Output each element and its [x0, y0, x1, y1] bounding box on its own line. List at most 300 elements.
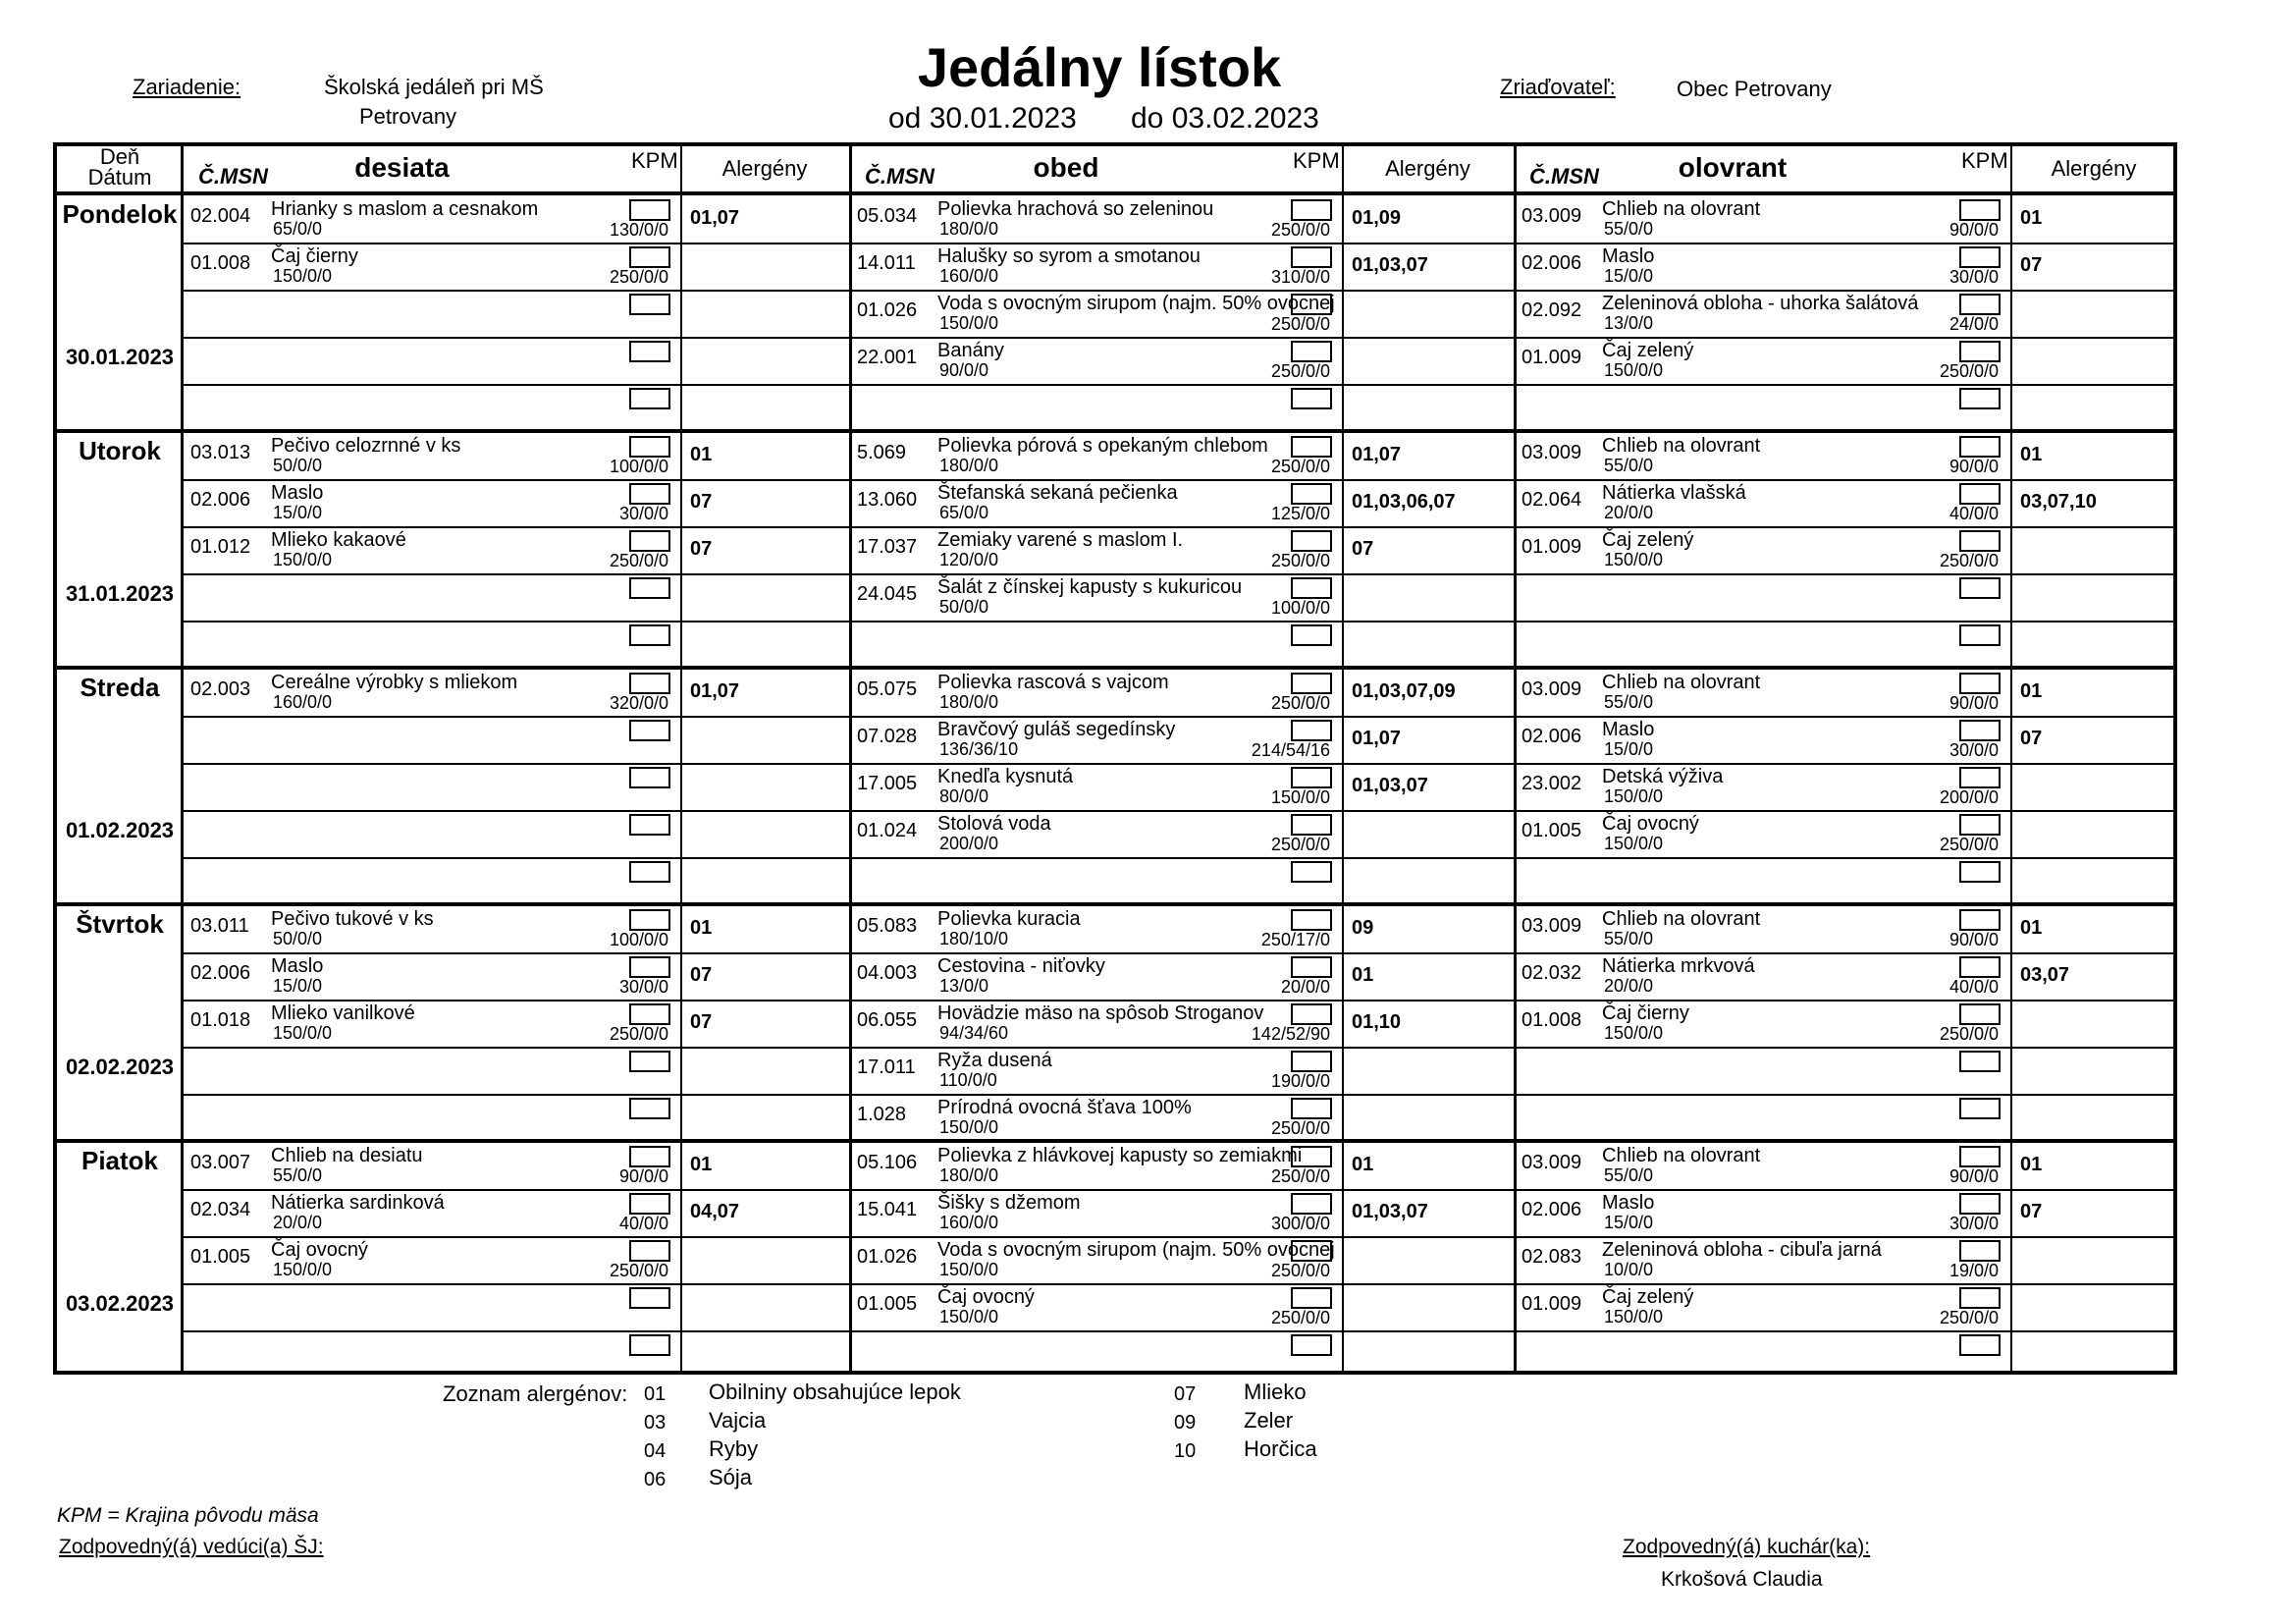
kpm-checkbox[interactable] — [1291, 530, 1332, 552]
kpm-checkbox[interactable] — [629, 1003, 670, 1025]
founder-label: Zriaďovateľ: — [1500, 75, 1616, 99]
kpm-checkbox[interactable] — [1291, 673, 1332, 694]
allergen-name: Horčica — [1244, 1436, 1317, 1461]
msn-header: Č.MSN — [865, 164, 934, 189]
item-allergens: 07 — [2020, 1201, 2043, 1222]
menu-item-row — [1514, 195, 2177, 243]
item-code: 02.032 — [1522, 962, 1582, 984]
item-portion-small: 80/0/0 — [939, 786, 989, 806]
menu-item-row — [183, 526, 849, 573]
kpm-checkbox[interactable] — [1291, 483, 1332, 505]
allergen-name: Sója — [709, 1465, 753, 1489]
kpm-checkbox[interactable] — [629, 1193, 670, 1215]
item-portion-small: 10/0/0 — [1604, 1260, 1654, 1279]
menu-item-row — [1514, 290, 2177, 337]
menu-item-row — [849, 1189, 1514, 1236]
menu-item-row — [183, 669, 849, 716]
item-portion-small: 15/0/0 — [273, 503, 323, 522]
item-code: 15.041 — [857, 1199, 918, 1220]
kpm-checkbox[interactable] — [629, 388, 670, 409]
menu-item-row — [849, 479, 1514, 526]
item-code: 05.083 — [857, 915, 918, 937]
kpm-checkbox[interactable] — [629, 436, 670, 458]
kpm-checkbox[interactable] — [1959, 577, 2001, 599]
item-name: Mlieko vanilkové — [271, 1002, 415, 1024]
menu-item-row — [849, 337, 1514, 384]
item-portion-small: 150/0/0 — [273, 1023, 333, 1043]
menu-item-row — [183, 621, 849, 668]
kpm-checkbox[interactable] — [629, 720, 670, 741]
item-code: 03.007 — [190, 1152, 251, 1173]
table-header — [57, 146, 2173, 193]
item-code: 01.018 — [190, 1009, 251, 1031]
allergen-code: 06 — [644, 1469, 667, 1490]
item-allergens: 01 — [1352, 1154, 1374, 1175]
item-portion-large: 90/0/0 — [1949, 457, 1999, 476]
item-portion-large: 190/0/0 — [1270, 1071, 1330, 1091]
item-portion-small: 180/0/0 — [939, 456, 999, 475]
menu-item-row — [183, 195, 849, 243]
kpm-checkbox[interactable] — [629, 1287, 670, 1309]
kpm-checkbox[interactable] — [1959, 436, 2001, 458]
kpm-checkbox[interactable] — [1291, 341, 1332, 362]
kpm-checkbox[interactable] — [1291, 909, 1332, 931]
kpm-checkbox[interactable] — [629, 909, 670, 931]
kpm-checkbox[interactable] — [1959, 767, 2001, 788]
item-name: Polievka kuracia — [937, 908, 1081, 930]
menu-item-row — [183, 1094, 849, 1141]
kpm-checkbox[interactable] — [1291, 246, 1332, 268]
item-portion-large: 250/0/0 — [1270, 457, 1330, 476]
kpm-checkbox[interactable] — [629, 673, 670, 694]
item-name: Chlieb na olovrant — [1602, 1145, 1761, 1166]
item-portion-small: 160/0/0 — [939, 1213, 999, 1232]
page-title: Jedálny lístok — [917, 36, 1282, 98]
allergen-code: 01 — [644, 1383, 667, 1405]
kpm-checkbox[interactable] — [629, 956, 670, 978]
item-code: 02.006 — [1522, 252, 1582, 274]
item-allergens: 01,07 — [1352, 444, 1402, 465]
kpm-header: KPM — [1961, 148, 2008, 173]
founder-name: Obec Petrovany — [1677, 77, 1832, 101]
kpm-checkbox[interactable] — [1959, 199, 2001, 221]
kpm-checkbox[interactable] — [1959, 1146, 2001, 1167]
day-cell — [57, 195, 183, 431]
kpm-checkbox[interactable] — [629, 1098, 670, 1119]
item-name: Prírodná ovocná šťava 100% — [937, 1097, 1192, 1118]
item-name: Hrianky s maslom a cesnakom — [271, 198, 539, 220]
day-date: 31.01.2023 — [65, 581, 175, 606]
kpm-checkbox[interactable] — [1959, 530, 2001, 552]
item-portion-small: 160/0/0 — [273, 692, 333, 712]
kpm-checkbox[interactable] — [629, 199, 670, 221]
item-code: 23.002 — [1522, 773, 1582, 794]
kpm-checkbox[interactable] — [1959, 624, 2001, 646]
period-from: od 30.01.2023 — [888, 102, 1077, 135]
msn-header: Č.MSN — [198, 164, 268, 189]
menu-item-row — [849, 526, 1514, 573]
menu-item-row — [1514, 810, 2177, 857]
menu-item-row — [183, 1330, 849, 1378]
kpm-checkbox[interactable] — [1291, 388, 1332, 409]
msn-header: Č.MSN — [1529, 164, 1599, 189]
item-name: Banány — [937, 340, 1004, 361]
item-portion-large: 30/0/0 — [618, 977, 668, 997]
menu-item-row — [849, 716, 1514, 763]
menu-item-row — [849, 1094, 1514, 1141]
menu-item-row — [1514, 1000, 2177, 1047]
menu-item-row — [849, 432, 1514, 479]
allergen-code: 07 — [1174, 1383, 1197, 1405]
allergen-code: 04 — [644, 1440, 667, 1462]
item-allergens: 01,07 — [690, 207, 740, 229]
item-portion-large: 40/0/0 — [618, 1214, 668, 1233]
item-portion-small: 150/0/0 — [1604, 1307, 1664, 1326]
item-name: Cestovina - niťovky — [937, 955, 1105, 977]
item-portion-large: 100/0/0 — [609, 457, 668, 476]
kpm-checkbox[interactable] — [1959, 1193, 2001, 1215]
kpm-checkbox[interactable] — [1291, 1193, 1332, 1215]
item-portion-small: 150/0/0 — [1604, 834, 1664, 853]
item-portion-large: 214/54/16 — [1251, 740, 1330, 760]
item-code: 01.008 — [1522, 1009, 1582, 1031]
item-portion-large: 250/0/0 — [1270, 551, 1330, 570]
kpm-checkbox[interactable] — [1291, 720, 1332, 741]
kpm-checkbox[interactable] — [1959, 909, 2001, 931]
kpm-checkbox[interactable] — [1959, 720, 2001, 741]
kpm-checkbox[interactable] — [629, 814, 670, 836]
item-name: Čaj čierny — [1602, 1002, 1689, 1024]
kpm-checkbox[interactable] — [1959, 673, 2001, 694]
item-allergens: 07 — [690, 538, 713, 560]
item-name: Pečivo tukové v ks — [271, 908, 434, 930]
item-name: Nátierka sardinková — [271, 1192, 445, 1214]
meal-header-olovrant: olovrant — [1678, 152, 1788, 183]
item-portion-large: 250/0/0 — [609, 551, 668, 570]
item-name: Maslo — [1602, 719, 1655, 740]
allergen-code: 10 — [1174, 1440, 1197, 1462]
kpm-checkbox[interactable] — [1291, 1003, 1332, 1025]
menu-item-row — [183, 1000, 849, 1047]
item-code: 03.009 — [1522, 915, 1582, 937]
kpm-checkbox[interactable] — [1291, 956, 1332, 978]
kpm-checkbox[interactable] — [1959, 1334, 2001, 1356]
menu-item-row — [183, 857, 849, 904]
item-name: Knedľa kysnutá — [937, 766, 1074, 787]
item-portion-large: 125/0/0 — [1270, 504, 1330, 523]
menu-item-row — [849, 1047, 1514, 1094]
item-name: Štefanská sekaná pečienka — [937, 482, 1178, 504]
period-to: do 03.02.2023 — [1131, 102, 1319, 135]
item-portion-large: 90/0/0 — [1949, 1166, 1999, 1186]
item-portion-small: 15/0/0 — [1604, 266, 1654, 286]
item-allergens: 09 — [1352, 917, 1374, 939]
item-portion-small: 65/0/0 — [273, 219, 323, 239]
kpm-checkbox[interactable] — [1959, 341, 2001, 362]
item-portion-small: 50/0/0 — [273, 929, 323, 948]
item-portion-small: 55/0/0 — [1604, 692, 1654, 712]
item-code: 01.012 — [190, 536, 251, 558]
item-code: 03.009 — [1522, 678, 1582, 700]
item-portion-large: 150/0/0 — [1270, 787, 1330, 807]
kpm-checkbox[interactable] — [629, 1240, 670, 1262]
item-name: Maslo — [1602, 245, 1655, 267]
item-allergens: 01,03,06,07 — [1352, 491, 1456, 513]
item-portion-small: 160/0/0 — [939, 266, 999, 286]
item-name: Čaj ovocný — [937, 1286, 1035, 1308]
item-allergens: 01 — [690, 917, 713, 939]
menu-item-row — [183, 1047, 849, 1094]
item-portion-large: 250/0/0 — [1939, 835, 1999, 854]
kpm-checkbox[interactable] — [1959, 1240, 2001, 1262]
kpm-checkbox[interactable] — [1291, 624, 1332, 646]
allergens-header: Alergény — [1385, 156, 1470, 181]
menu-item-row — [849, 763, 1514, 810]
allergen-name: Mlieko — [1244, 1380, 1307, 1404]
item-allergens: 01,03,07 — [1352, 254, 1428, 276]
menu-table — [53, 142, 2177, 1375]
item-code: 05.034 — [857, 205, 918, 227]
kpm-checkbox[interactable] — [629, 624, 670, 646]
item-code: 14.011 — [857, 252, 916, 274]
menu-item-row — [1514, 384, 2177, 431]
item-name: Chlieb na olovrant — [1602, 198, 1761, 220]
item-portion-large: 30/0/0 — [618, 504, 668, 523]
menu-item-row — [849, 1283, 1514, 1330]
allergens-header: Alergény — [721, 156, 808, 181]
item-portion-large: 90/0/0 — [1949, 220, 1999, 240]
menu-item-row — [183, 905, 849, 952]
kpm-checkbox[interactable] — [1959, 1287, 2001, 1309]
item-portion-small: 136/36/10 — [939, 739, 1019, 759]
menu-item-row — [849, 857, 1514, 904]
day-name: Štvrtok — [76, 909, 164, 939]
kpm-checkbox[interactable] — [1291, 199, 1332, 221]
cook-name: Krkošová Claudia — [1661, 1568, 1823, 1591]
item-allergens: 07 — [690, 491, 713, 513]
item-code: 5.069 — [857, 442, 907, 463]
menu-item-row — [183, 479, 849, 526]
item-portion-large: 142/52/90 — [1251, 1024, 1330, 1044]
item-portion-small: 65/0/0 — [939, 503, 989, 522]
item-name: Chlieb na desiatu — [271, 1145, 423, 1166]
item-name: Maslo — [1602, 1192, 1655, 1214]
kpm-checkbox[interactable] — [1959, 814, 2001, 836]
item-portion-large: 90/0/0 — [1949, 930, 1999, 949]
item-portion-large: 30/0/0 — [1949, 1214, 1999, 1233]
kpm-checkbox[interactable] — [629, 1334, 670, 1356]
item-allergens: 01,03,07 — [1352, 1201, 1428, 1222]
kpm-checkbox[interactable] — [629, 483, 670, 505]
item-name: Mlieko kakaové — [271, 529, 406, 551]
item-code: 02.006 — [1522, 726, 1582, 747]
item-portion-small: 200/0/0 — [939, 834, 999, 853]
item-portion-small: 150/0/0 — [939, 1117, 999, 1137]
item-code: 17.037 — [857, 536, 918, 558]
item-portion-small: 150/0/0 — [1604, 550, 1664, 569]
item-code: 01.009 — [1522, 536, 1582, 558]
item-name: Čaj zelený — [1602, 340, 1694, 361]
item-name: Zeleninová obloha - cibuľa jarná — [1602, 1239, 1882, 1261]
item-name: Cereálne výrobky s mliekom — [271, 672, 518, 693]
item-portion-large: 24/0/0 — [1949, 314, 1999, 334]
menu-item-row — [183, 573, 849, 621]
day-header: Deň — [99, 144, 140, 169]
kpm-checkbox[interactable] — [629, 530, 670, 552]
item-allergens: 07 — [690, 964, 713, 986]
day-date-header — [57, 146, 183, 188]
item-portion-large: 250/0/0 — [1270, 314, 1330, 334]
facility-name: Školská jedáleň pri MŠ — [324, 75, 544, 99]
item-allergens: 01 — [2020, 680, 2043, 702]
kpm-checkbox[interactable] — [1959, 388, 2001, 409]
day-cell — [57, 432, 183, 668]
allergen-name: Zeler — [1244, 1408, 1294, 1433]
item-portion-small: 150/0/0 — [939, 1307, 999, 1326]
item-portion-large: 250/0/0 — [1939, 551, 1999, 570]
menu-item-row — [1514, 857, 2177, 904]
menu-item-row — [1514, 763, 2177, 810]
kpm-checkbox[interactable] — [1959, 1098, 2001, 1119]
item-name: Zemiaky varené s maslom I. — [937, 529, 1184, 551]
day-date: 01.02.2023 — [65, 818, 175, 842]
day-date: 02.02.2023 — [65, 1055, 175, 1079]
item-code: 17.005 — [857, 773, 918, 794]
item-allergens: 01,03,07 — [1352, 775, 1428, 796]
day-cell — [57, 669, 183, 904]
facility-label: Zariadenie: — [133, 75, 241, 99]
item-code: 05.106 — [857, 1152, 918, 1173]
item-code: 02.064 — [1522, 489, 1582, 511]
allergens-header: Alergény — [2051, 156, 2137, 181]
item-name: Čaj čierny — [271, 245, 358, 267]
item-portion-small: 90/0/0 — [939, 360, 989, 380]
item-portion-large: 30/0/0 — [1949, 267, 1999, 287]
kpm-checkbox[interactable] — [629, 1051, 670, 1072]
kpm-checkbox[interactable] — [1959, 956, 2001, 978]
menu-item-row — [183, 716, 849, 763]
item-name: Polievka z hlávkovej kapusty so zemiakmi — [937, 1145, 1303, 1166]
item-portion-large: 20/0/0 — [1280, 977, 1330, 997]
item-allergens: 01,09 — [1352, 207, 1402, 229]
item-code: 02.083 — [1522, 1246, 1582, 1268]
kpm-checkbox[interactable] — [1291, 814, 1332, 836]
item-allergens: 07 — [2020, 254, 2043, 276]
item-portion-large: 100/0/0 — [1270, 598, 1330, 618]
menu-item-row — [183, 384, 849, 431]
item-portion-large: 320/0/0 — [609, 693, 668, 713]
menu-item-row — [1514, 1094, 2177, 1141]
menu-item-row — [849, 1000, 1514, 1047]
day-name: Pondelok — [62, 199, 178, 229]
item-portion-small: 180/0/0 — [939, 692, 999, 712]
item-name: Polievka pórová s opekaným chlebom — [937, 435, 1268, 457]
item-code: 05.075 — [857, 678, 918, 700]
menu-item-row — [1514, 716, 2177, 763]
item-code: 01.026 — [857, 299, 918, 321]
item-allergens: 01 — [690, 444, 713, 465]
item-portion-large: 250/0/0 — [609, 267, 668, 287]
menu-item-row — [849, 573, 1514, 621]
item-portion-small: 150/0/0 — [939, 1260, 999, 1279]
item-portion-large: 19/0/0 — [1949, 1261, 1999, 1280]
menu-item-row — [849, 243, 1514, 290]
item-portion-large: 300/0/0 — [1270, 1214, 1330, 1233]
kpm-checkbox[interactable] — [629, 294, 670, 315]
item-name: Bravčový guláš segedínsky — [937, 719, 1176, 740]
kpm-checkbox[interactable] — [1291, 577, 1332, 599]
menu-item-row — [849, 905, 1514, 952]
kpm-checkbox[interactable] — [1291, 1334, 1332, 1356]
item-portion-small: 15/0/0 — [273, 976, 323, 996]
item-portion-small: 13/0/0 — [939, 976, 989, 996]
day-name: Piatok — [80, 1146, 159, 1175]
kpm-checkbox[interactable] — [1959, 294, 2001, 315]
item-code: 03.009 — [1522, 442, 1582, 463]
menu-item-row — [849, 669, 1514, 716]
item-code: 01.009 — [1522, 1293, 1582, 1315]
item-portion-large: 130/0/0 — [609, 220, 668, 240]
day-date: 03.02.2023 — [65, 1291, 175, 1316]
item-portion-large: 250/0/0 — [1939, 361, 1999, 381]
item-portion-large: 250/17/0 — [1260, 930, 1330, 949]
kpm-checkbox[interactable] — [629, 767, 670, 788]
item-code: 02.004 — [190, 205, 251, 227]
kpm-checkbox[interactable] — [1291, 1098, 1332, 1119]
kpm-checkbox[interactable] — [1291, 1051, 1332, 1072]
menu-item-row — [183, 763, 849, 810]
kpm-checkbox[interactable] — [1959, 861, 2001, 883]
item-portion-large: 250/0/0 — [1270, 220, 1330, 240]
item-portion-small: 13/0/0 — [1604, 313, 1654, 333]
kpm-checkbox[interactable] — [629, 577, 670, 599]
item-name: Halušky so syrom a smotanou — [937, 245, 1201, 267]
kpm-checkbox[interactable] — [1291, 861, 1332, 883]
item-allergens: 07 — [690, 1011, 713, 1033]
kpm-checkbox[interactable] — [629, 1146, 670, 1167]
menu-item-row — [183, 810, 849, 857]
item-portion-large: 250/0/0 — [609, 1261, 668, 1280]
kpm-checkbox[interactable] — [1291, 436, 1332, 458]
menu-item-row — [183, 1283, 849, 1330]
item-code: 02.003 — [190, 678, 251, 700]
kpm-checkbox[interactable] — [1959, 483, 2001, 505]
kpm-checkbox[interactable] — [629, 861, 670, 883]
item-allergens: 01 — [2020, 917, 2043, 939]
kpm-checkbox[interactable] — [1959, 246, 2001, 268]
item-portion-small: 110/0/0 — [939, 1070, 997, 1090]
kpm-checkbox[interactable] — [1291, 767, 1332, 788]
item-code: 02.006 — [190, 489, 251, 511]
allergen-list-label: Zoznam alergénov: — [443, 1381, 628, 1406]
kpm-checkbox[interactable] — [1291, 1287, 1332, 1309]
kpm-header: KPM — [1293, 148, 1340, 173]
item-portion-small: 15/0/0 — [1604, 1213, 1654, 1232]
item-allergens: 01 — [2020, 444, 2043, 465]
menu-item-row — [849, 621, 1514, 668]
kpm-checkbox[interactable] — [1959, 1003, 2001, 1025]
kpm-checkbox[interactable] — [629, 341, 670, 362]
menu-item-row — [183, 952, 849, 1000]
item-portion-small: 180/0/0 — [939, 1165, 999, 1185]
menu-item-row — [1514, 1189, 2177, 1236]
menu-item-row — [1514, 621, 2177, 668]
item-allergens: 01 — [2020, 207, 2043, 229]
kpm-checkbox[interactable] — [1959, 1051, 2001, 1072]
item-code: 1.028 — [857, 1104, 907, 1125]
kpm-checkbox[interactable] — [629, 246, 670, 268]
item-code: 02.006 — [190, 962, 251, 984]
